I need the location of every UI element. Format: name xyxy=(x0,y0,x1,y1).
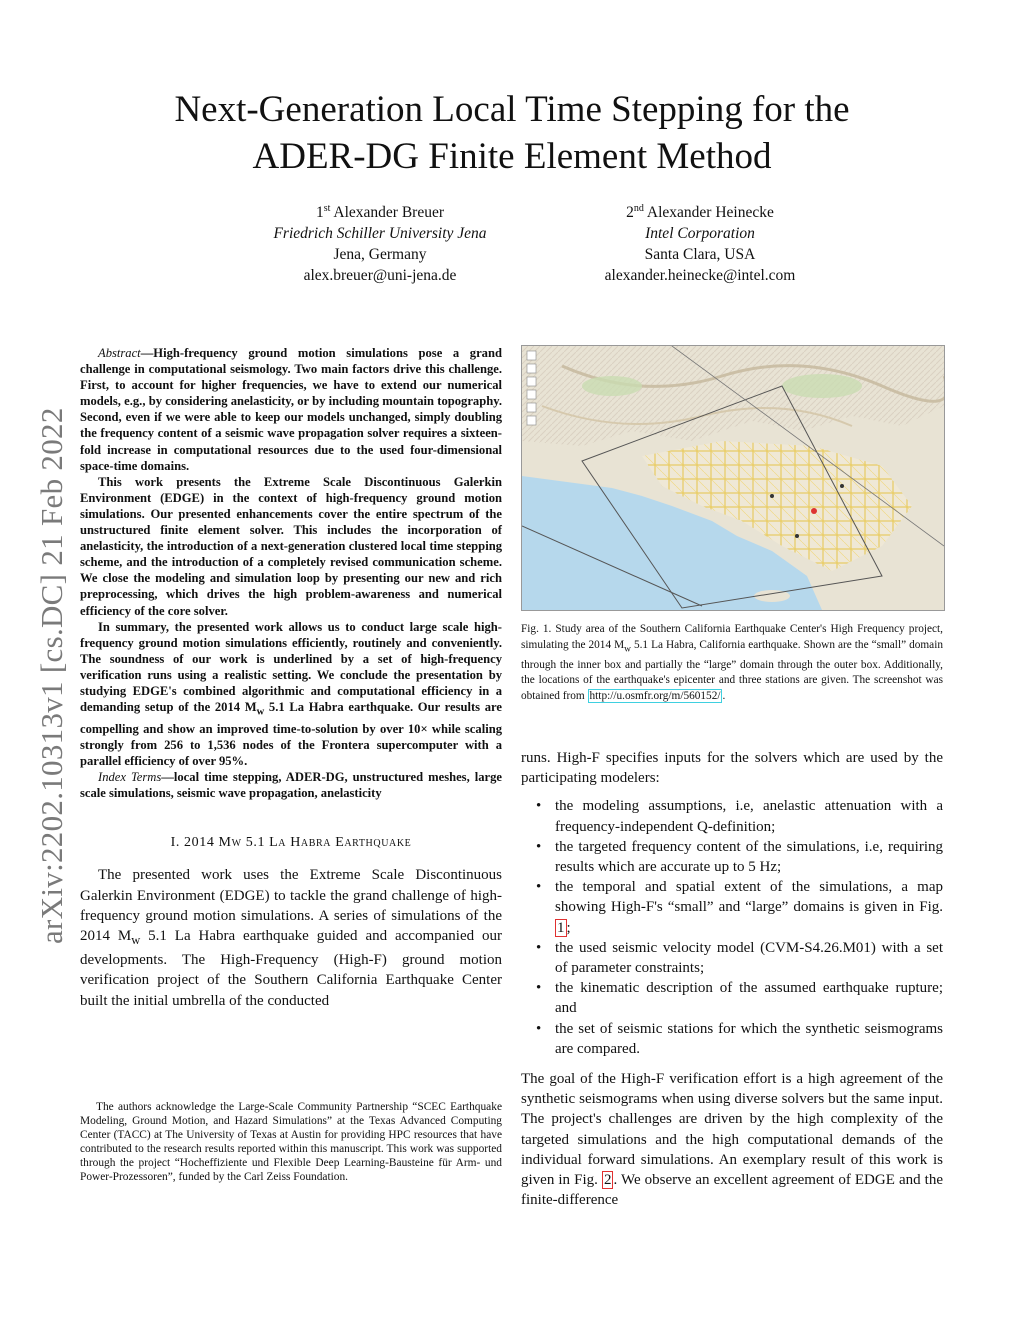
abstract xyxy=(80,345,502,801)
list-item: • the used seismic velocity model (CVM-S4.26.M01) with a set of parameter constraints; xyxy=(555,938,943,978)
acknowledgement-footnote: The authors acknowledge the Large-Scale Community Partnership “SCEC Earthquake Modeling, Ground Motion, and Hazard Simulations” at the Texas Advanced Computing Center (TACC) at The University of Texas at Austin for providing HPC resources that have contributed to the research results reported within this manuscript. This work was supported through the project “Hocheffiziente und Flexible Deep Learning-Bausteine für Arm- und Power-Prozessoren”, funded by the Carl Zeiss Foundation. xyxy=(80,1101,502,1184)
abstract-paragraph-1: Abstract—High-frequency ground motion simulations pose a grand challenge in computational seismology. Two main factors drive this challenge. First, to account for higher frequencies, we have to extend our numerical models, e.g., by considering anelasticity, or by including mountain topography. Second, even if we were able to keep our models unchanged, simply doubling the frequency content of a seismic wave propagation solver requires a sixteen-fold increase in computational resources due to the used four-dimensional space-time domains. xyxy=(80,346,502,473)
right-text-a: The goal of the High-F verification effort is a high agreement of the synthetic seismograms when using diverse solvers but the same input. The project's challenges are driven by the high complexity of the targeted simulations and the high computational demands of the individual forward simulations. An exemplary result of this work is given in Fig. xyxy=(521,1071,943,1189)
arxiv-identifier-stamp: arXiv:2202.10313v1 [cs.DC] 21 Feb 2022 xyxy=(34,407,69,944)
author-name-line xyxy=(220,202,540,223)
section-1-text-a: The presented work uses the Extreme Scale Discontinuous Galerkin Environment (EDGE) to tackle the grand challenge of high-frequency ground motion simulations. A series of simulations of the 2014 M xyxy=(80,867,502,944)
author-block-2 xyxy=(540,202,860,286)
caption-text-b: 5.1 La Habra, California earthquake. Shown are the “small” domain through the inner box and partially the “large” domain through the outer box. Additionally, the locations of the earthquake's epicenter and three stations are given. The screenshot was obtained from xyxy=(521,638,943,703)
list-item: • the kinematic description of the assumed earthquake rupture; and xyxy=(555,978,943,1018)
index-terms: Index Terms—local time stepping, ADER-DG, unstructured meshes, large scale simulations, seismic wave propagation, anelasticity xyxy=(80,769,502,801)
list-item xyxy=(555,877,943,938)
list-item: • the targeted frequency content of the simulations, i.e, requiring results which are accurate up to 5 Hz; xyxy=(555,837,943,877)
abstract-text-3a: In summary, the presented work allows us to conduct large scale high-frequency ground motion simulations efficiently, routinely and conveniently. The soundness of our work is underlined by a set of high-frequency verification runs using a realistic setting. We conclude the presentation by studying EDGE's combined algorithmic and computational efficiency in a demanding setup of the 2014 M xyxy=(80,619,502,715)
author-location: Jena, Germany xyxy=(333,246,427,263)
list-item-text: the temporal and spatial extent of the simulations, a map showing High-F's “small” and “large” domains is given in Fig. xyxy=(555,879,943,916)
caption-end: . xyxy=(722,690,726,703)
right-text-b: . We observe an excellent agreement of EDGE and the finite-difference xyxy=(521,1172,943,1209)
author-ordinal: 1 xyxy=(315,204,324,221)
author-ordinal-suffix: nd xyxy=(633,202,644,214)
study-area-map-image xyxy=(522,346,944,610)
abstract-text-1: High-frequency ground motion simulations pose a grand challenge in computational seismology. Two main factors drive this challenge. First, to account for higher frequencies, we have to extend our numerical models, e.g., by considering anelasticity, or by including mountain topography. Second, even if we were able to keep our models unchanged, simply doubling the frequency content of a seismic wave propagation solver requires a sixteen-fold increase in computational resources due to the used four-dimensional space-time domains. xyxy=(80,346,502,473)
index-terms-label: Index Terms xyxy=(98,769,162,784)
high-f-input-list xyxy=(521,796,943,1059)
author-name-line xyxy=(540,202,860,223)
index-terms-text: local time stepping, ADER-DG, unstructured meshes, large scale simulations, seismic wave propagation, anelasticity xyxy=(80,769,502,801)
author-name: Alexander Breuer xyxy=(333,204,445,221)
list-item-end: ; xyxy=(566,919,571,936)
section-1-subscript: w xyxy=(131,932,141,947)
author-ordinal: 2 xyxy=(626,204,634,221)
right-paragraph-2 xyxy=(521,1069,943,1210)
section-1-text-b: 5.1 La Habra earthquake guided and accompanied our developments. The High-Frequency (High-F) ground motion verification project of the Southern California Earthquake Center built the initial umbrella of the conducted xyxy=(80,927,502,1009)
caption-text-a: Fig. 1. Study area of the Southern California Earthquake Center's High Frequency project, simulating the 2014 M xyxy=(521,623,943,651)
section-1-body xyxy=(80,865,502,1010)
paper-title xyxy=(80,86,944,180)
right-intro-paragraph: runs. High-F specifies inputs for the solvers which are used by the participating modelers: xyxy=(521,750,943,787)
list-item: • the modeling assumptions, i.e, anelastic attenuation with a frequency-independent Q-definition; xyxy=(555,796,943,836)
figure-1-map xyxy=(521,345,945,611)
abstract-paragraph-3 xyxy=(80,619,502,769)
section-heading-1: I. 2014 Mw 5.1 La Habra Earthquake xyxy=(170,835,412,851)
author-email[interactable]: alex.breuer@uni-jena.de xyxy=(303,267,457,284)
list-item: • the set of seismic stations for which the synthetic seismograms are compared. xyxy=(555,1019,943,1059)
left-column xyxy=(80,345,502,1011)
figure-1-reference[interactable]: 1 xyxy=(557,919,565,936)
title-line-1: Next-Generation Local Time Stepping for the xyxy=(174,89,850,130)
figure-1-caption xyxy=(521,622,943,705)
abstract-subscript: w xyxy=(256,706,265,718)
author-affiliation: Intel Corporation xyxy=(645,225,755,242)
map-source-link[interactable]: http://u.osmfr.org/m/560152/ xyxy=(589,690,721,703)
author-location: Santa Clara, USA xyxy=(644,246,756,263)
abstract-label: Abstract xyxy=(98,346,141,360)
author-block-1 xyxy=(220,202,540,286)
section-1-paragraph xyxy=(80,865,502,1010)
abstract-text-3b: 5.1 La Habra earthquake. Our results are compelling and show an improved time-to-solution by over 10× while scaling strongly from 256 to 1,536 nodes of the Frontera supercomputer with a parallel efficiency of over 95%. xyxy=(80,700,502,768)
figure-2-reference[interactable]: 2 xyxy=(603,1172,612,1189)
author-name: Alexander Heinecke xyxy=(646,204,774,221)
author-ordinal-suffix: st xyxy=(323,202,331,214)
title-line-2: ADER-DG Finite Element Method xyxy=(252,136,772,177)
caption-subscript: w xyxy=(624,643,631,654)
abstract-paragraph-2: This work presents the Extreme Scale Discontinuous Galerkin Environment (EDGE) in the context of high-frequency ground motion simulations. Our presented enhancements cover the entire spectrum of the unstructured finite element solver. This includes the incorporation of anelasticity, the introduction of a next-generation clustered local time stepping scheme, and the introduction of a completely revised communication scheme. We close the modeling and simulation loop by presenting our new and rich preprocessing, which drives the high problem-awareness and numerical efficiency of the core solver. xyxy=(80,474,502,618)
author-affiliation: Friedrich Schiller University Jena xyxy=(273,225,487,242)
author-email[interactable]: alexander.heinecke@intel.com xyxy=(604,267,796,284)
right-column xyxy=(521,748,943,1210)
